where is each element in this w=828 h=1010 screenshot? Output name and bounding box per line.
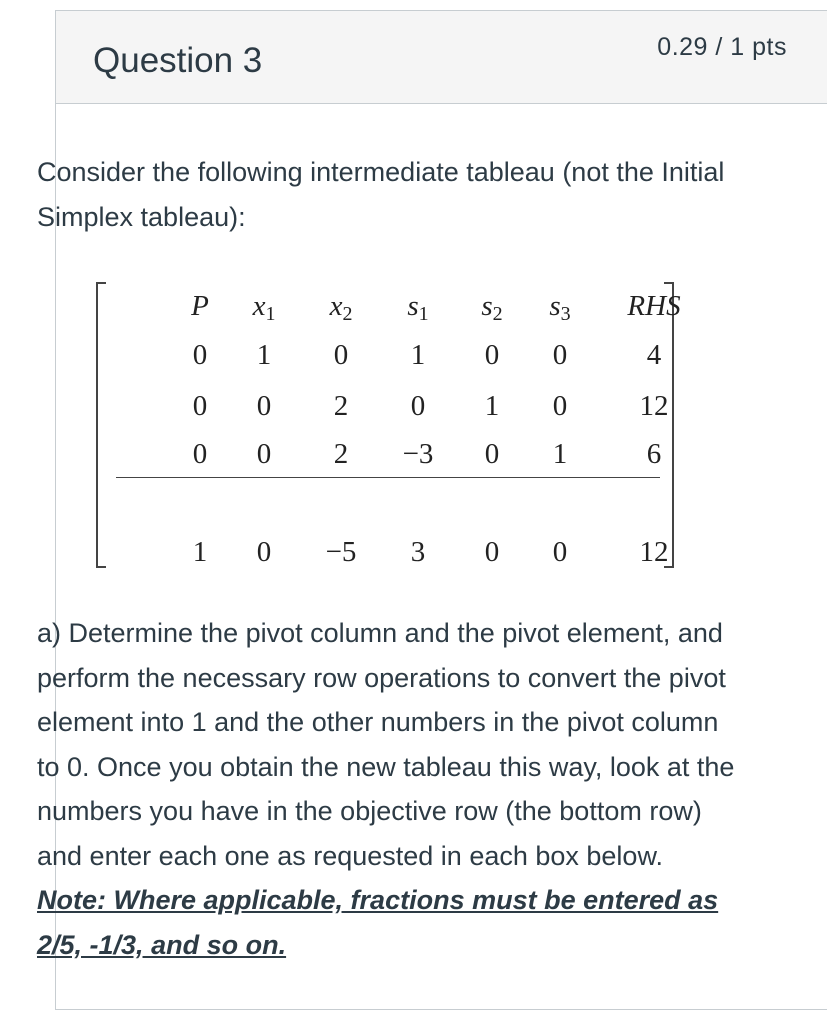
tableau-cell: 0 <box>484 339 500 371</box>
tableau-cell: 0 <box>333 339 349 371</box>
objective-row-divider <box>116 477 660 478</box>
part-a-text: a) Determine the pivot column and the pivot element, and perform the necessary row operations to convert the pivot element into 1 and the other numbers in the pivot column to 0. Once you obtain the new tableau this way, look at the numbers you have in the objective row (the bottom row) and enter each one as requested in each box below. <box>37 618 735 871</box>
question-score: 0.29 / 1 pts <box>657 33 787 61</box>
question-header <box>56 11 827 104</box>
tableau-cell: 0 <box>552 339 568 371</box>
matrix-right-bracket <box>664 282 674 568</box>
tableau-cell: 0 <box>256 438 272 470</box>
tableau-cell: 0 <box>410 390 426 422</box>
objective-row-cell: 3 <box>410 536 426 568</box>
tableau-header-x2: $x_2$ <box>329 290 353 325</box>
tableau-cell: 6 <box>646 438 662 470</box>
tableau-header-x1: $x_1$ <box>252 290 276 325</box>
tableau-cell: 4 <box>646 339 662 371</box>
tableau-cell: 1 <box>410 339 426 371</box>
tableau-header-s2: $s_2$ <box>481 290 503 325</box>
objective-row-cell: −5 <box>325 536 357 568</box>
tableau-cell: 0 <box>192 339 208 371</box>
question-intro: Consider the following intermediate tableau (not the Initial Simplex tableau): <box>37 157 725 232</box>
question-title: Question 3 <box>93 41 263 80</box>
objective-row-cell: 1 <box>192 536 208 568</box>
fraction-format-note: Note: Where applicable, fractions must be entered as 2/5, -1/3, and so on. <box>37 885 719 960</box>
tableau-header-s1: $s_1$ <box>407 290 429 325</box>
tableau-cell: 1 <box>552 438 568 470</box>
tableau-cell: 1 <box>256 339 272 371</box>
tableau-cell: 2 <box>333 390 349 422</box>
objective-row-cell: 0 <box>484 536 500 568</box>
tableau-cell: 12 <box>639 390 669 422</box>
tableau-header-rhs: RHS <box>627 290 681 322</box>
tableau-header-p: P <box>191 290 209 322</box>
objective-row-cell: 0 <box>552 536 568 568</box>
tableau-cell: 0 <box>192 390 208 422</box>
objective-row-cell: 0 <box>256 536 272 568</box>
tableau-header-s3: $s_3$ <box>549 290 571 325</box>
tableau-cell: 0 <box>256 390 272 422</box>
part-a-instructions <box>37 611 737 967</box>
simplex-tableau <box>96 272 681 582</box>
tableau-cell: 1 <box>484 390 500 422</box>
tableau-cell: −3 <box>402 438 434 470</box>
tableau-cell: 0 <box>192 438 208 470</box>
tableau-cell: 2 <box>333 438 349 470</box>
tableau-cell: 0 <box>552 390 568 422</box>
tableau-cell: 0 <box>484 438 500 470</box>
objective-row-cell: 12 <box>639 536 669 568</box>
matrix-left-bracket <box>96 282 106 568</box>
